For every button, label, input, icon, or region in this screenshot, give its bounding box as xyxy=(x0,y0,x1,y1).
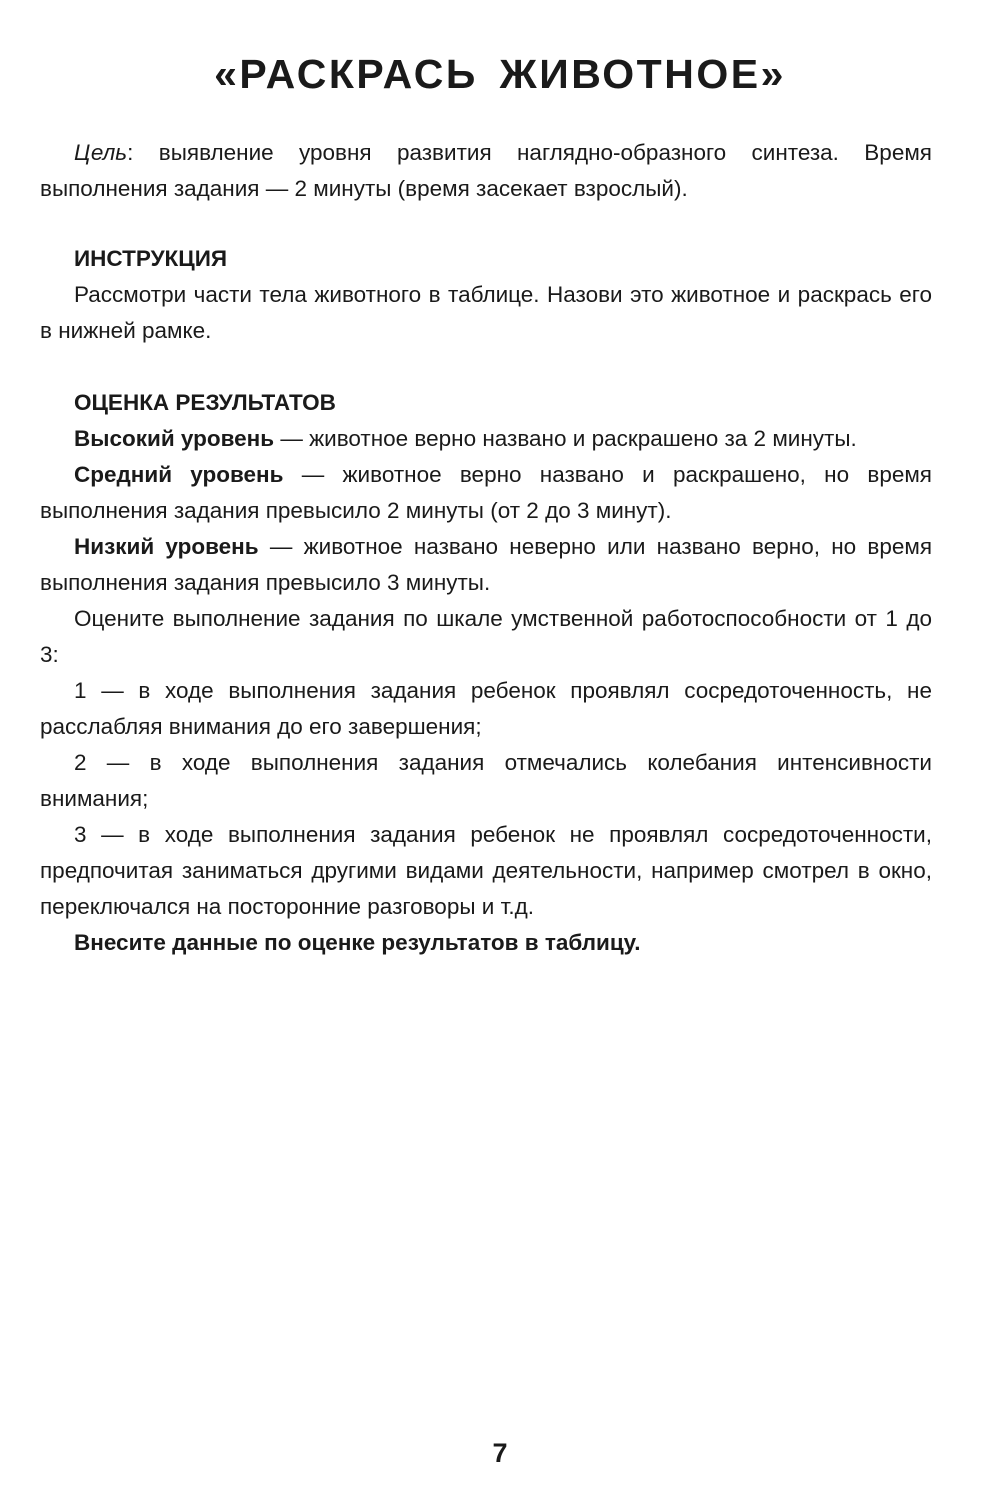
goal-paragraph xyxy=(40,135,932,207)
scale-item-1: 1 — в ходе выполнения задания ребенок проявлял сосредоточенность, не расслабляя внимания до его завершения; xyxy=(40,678,932,739)
level-high-label: Высокий уровень xyxy=(74,426,275,451)
level-low xyxy=(40,529,932,601)
scale-item-2: 2 — в ходе выполнения задания отмечались колебания интенсивности внимания; xyxy=(40,750,932,811)
page-number: 7 xyxy=(492,1438,508,1468)
scale-item-3: 3 — в ходе выполнения задания ребенок не проявлял сосредоточенности, предпочитая заниматься другими видами деятельности, например смотрел в окно, переключался на посторонние разговоры и т.д. xyxy=(40,822,932,919)
main-content xyxy=(40,135,932,961)
evaluation-heading: ОЦЕНКА РЕЗУЛЬТАТОВ xyxy=(74,390,336,415)
goal-text: : выявление уровня развития наглядно-образного синтеза. Время выполнения задания — 2 минуты (время засекает взрослый). xyxy=(40,140,932,201)
level-low-label: Низкий уровень xyxy=(74,534,259,559)
page-title: «РАСКРАСЬ ЖИВОТНОЕ» xyxy=(214,51,786,97)
level-high xyxy=(40,421,932,457)
final-note: Внесите данные по оценке результатов в таблицу. xyxy=(74,930,641,955)
goal-label: Цель xyxy=(74,140,128,165)
level-medium-label: Средний уровень xyxy=(74,462,284,487)
level-medium-text: — животное верно названо и раскрашено, но время выполнения задания превысило 2 минуты (от 2 до 3 минут). xyxy=(40,462,932,523)
instruction-text: Рассмотри части тела животного в таблице. Назови это животное и раскрась его в нижней рамке. xyxy=(40,282,932,343)
level-medium xyxy=(40,457,932,529)
scale-intro: Оцените выполнение задания по шкале умственной работоспособности от 1 до 3: xyxy=(40,606,932,667)
level-high-text: — животное верно названо и раскрашено за 2 минуты. xyxy=(274,426,857,451)
instruction-heading: ИНСТРУКЦИЯ xyxy=(74,246,228,271)
level-low-text: — животное названо неверно или названо верно, но время выполнения задания превысило 3 минуты. xyxy=(40,534,932,595)
